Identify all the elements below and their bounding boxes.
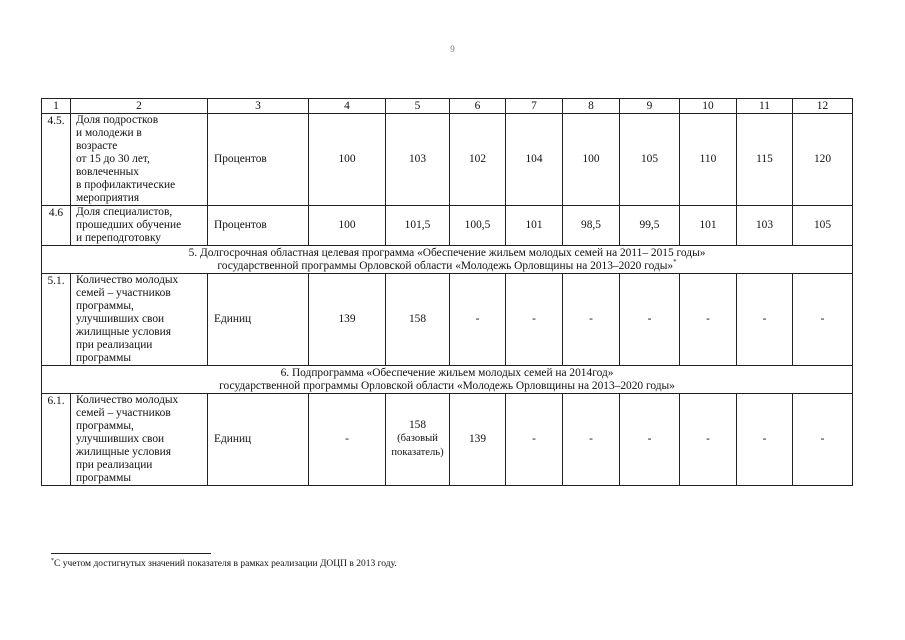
indicator-name-line: семей – участников <box>76 407 171 419</box>
value-cell: - <box>506 394 563 486</box>
value-cell: 102 <box>450 114 506 206</box>
column-number: 2 <box>71 99 208 114</box>
table-row <box>42 394 853 486</box>
value-cell: 158 <box>386 274 450 366</box>
indicator-name-line: программы <box>76 472 131 484</box>
unit-cell: Единиц <box>208 274 309 366</box>
footnote-mark: * <box>673 257 677 266</box>
value-cell: - <box>793 394 853 486</box>
footnote-mark: * <box>51 557 54 564</box>
indicator-name-line: в профилактические <box>76 179 176 191</box>
value-cell: 103 <box>386 114 450 206</box>
value-cell: - <box>620 274 680 366</box>
value-cell: - <box>793 274 853 366</box>
value-cell: - <box>563 274 620 366</box>
value-cell: 139 <box>309 274 386 366</box>
indicator-name <box>71 206 208 246</box>
column-number: 4 <box>309 99 386 114</box>
column-number: 1 <box>42 99 71 114</box>
value-cell: - <box>620 394 680 486</box>
row-number: 5.1. <box>42 274 71 366</box>
value-cell: - <box>680 394 737 486</box>
indicator-name-line: улучшивших свои <box>76 313 165 325</box>
indicator-name-line: программы <box>76 352 131 364</box>
value-cell: 100 <box>563 114 620 206</box>
value-cell: - <box>737 274 793 366</box>
footnote-divider <box>51 553 211 554</box>
section-heading-row <box>42 246 853 274</box>
indicator-name-line: программы, <box>76 420 134 432</box>
section-heading-line: государственной программы Орловской области «Молодежь Орловщины на 2013–2020 годы» <box>219 379 675 392</box>
column-number: 9 <box>620 99 680 114</box>
column-number-row <box>42 99 853 114</box>
section-heading-line: 6. Подпрограмма «Обеспечение жильем молодых семей на 2014год» <box>280 366 614 379</box>
column-number: 3 <box>208 99 309 114</box>
value-cell: 99,5 <box>620 206 680 246</box>
indicator-name-line: семей – участников <box>76 287 171 299</box>
column-number: 5 <box>386 99 450 114</box>
value-cell: 101 <box>506 206 563 246</box>
indicator-name-line: Количество молодых <box>76 394 179 406</box>
page-number: 9 <box>450 44 455 54</box>
value-cell: 104 <box>506 114 563 206</box>
column-number: 8 <box>563 99 620 114</box>
indicator-name <box>71 394 208 486</box>
column-number: 12 <box>793 99 853 114</box>
value-cell: - <box>563 394 620 486</box>
footnote-text: С учетом достигнутых значений показателя в рамках реализации ДОЦП в 2013 году. <box>54 559 397 569</box>
base-note: показатель) <box>391 447 444 458</box>
base-value: 158 <box>408 419 427 431</box>
indicator-name <box>71 114 208 206</box>
indicator-name-line: вовлеченных <box>76 166 140 178</box>
indicator-name-line: программы, <box>76 300 134 312</box>
indicator-name-line: прошедших обучение <box>76 219 182 231</box>
table-row <box>42 274 853 366</box>
value-cell: 139 <box>450 394 506 486</box>
indicator-name-line: Количество молодых <box>76 274 179 286</box>
indicator-name-line: и молодежи в <box>76 127 142 139</box>
section-5-heading <box>42 246 853 274</box>
footnote <box>51 558 397 570</box>
section-heading-line: 5. Долгосрочная областная целевая программа «Обеспечение жильем молодых семей на 2011– 2015 годы» <box>188 246 706 259</box>
section-heading-row <box>42 366 853 394</box>
indicator-name-line: жилищные условия <box>76 326 172 338</box>
value-cell: 100,5 <box>450 206 506 246</box>
value-cell: 101,5 <box>386 206 450 246</box>
indicator-name-line: Доля специалистов, <box>76 206 173 218</box>
column-number: 6 <box>450 99 506 114</box>
value-cell-base <box>386 394 450 486</box>
table-row <box>42 206 853 246</box>
column-number: 11 <box>737 99 793 114</box>
indicator-name-line: улучшивших свои <box>76 433 165 445</box>
indicator-name-line: при реализации <box>76 459 153 471</box>
value-cell: 105 <box>620 114 680 206</box>
unit-cell: Процентов <box>208 206 309 246</box>
value-cell: 110 <box>680 114 737 206</box>
indicator-name-line: при реализации <box>76 339 153 351</box>
indicator-name-line: жилищные условия <box>76 446 172 458</box>
value-cell: 105 <box>793 206 853 246</box>
value-cell: 103 <box>737 206 793 246</box>
value-cell: 98,5 <box>563 206 620 246</box>
indicator-name-line: мероприятия <box>76 192 140 204</box>
indicator-name-line: Доля подростков <box>76 114 159 126</box>
unit-cell: Процентов <box>208 114 309 206</box>
value-cell: - <box>309 394 386 486</box>
column-number: 7 <box>506 99 563 114</box>
row-number: 6.1. <box>42 394 71 486</box>
row-number: 4.6 <box>42 206 71 246</box>
unit-cell: Единиц <box>208 394 309 486</box>
row-number: 4.5. <box>42 114 71 206</box>
value-cell: - <box>506 274 563 366</box>
value-cell: 120 <box>793 114 853 206</box>
value-cell: - <box>450 274 506 366</box>
column-number: 10 <box>680 99 737 114</box>
indicator-name-line: от 15 до 30 лет, <box>76 153 150 165</box>
value-cell: 100 <box>309 114 386 206</box>
table-row <box>42 114 853 206</box>
value-cell: 101 <box>680 206 737 246</box>
value-cell: 100 <box>309 206 386 246</box>
value-cell: 115 <box>737 114 793 206</box>
indicator-name <box>71 274 208 366</box>
value-cell: - <box>737 394 793 486</box>
section-6-heading <box>42 366 853 394</box>
indicator-name-line: и переподготовку <box>76 232 162 244</box>
value-cell: - <box>680 274 737 366</box>
section-heading-line: государственной программы Орловской области «Молодежь Орловщины на 2013–2020 годы»* <box>217 257 677 272</box>
base-note: (базовый <box>397 433 438 444</box>
indicator-name-line: возрасте <box>76 140 118 152</box>
indicators-table <box>41 98 853 486</box>
